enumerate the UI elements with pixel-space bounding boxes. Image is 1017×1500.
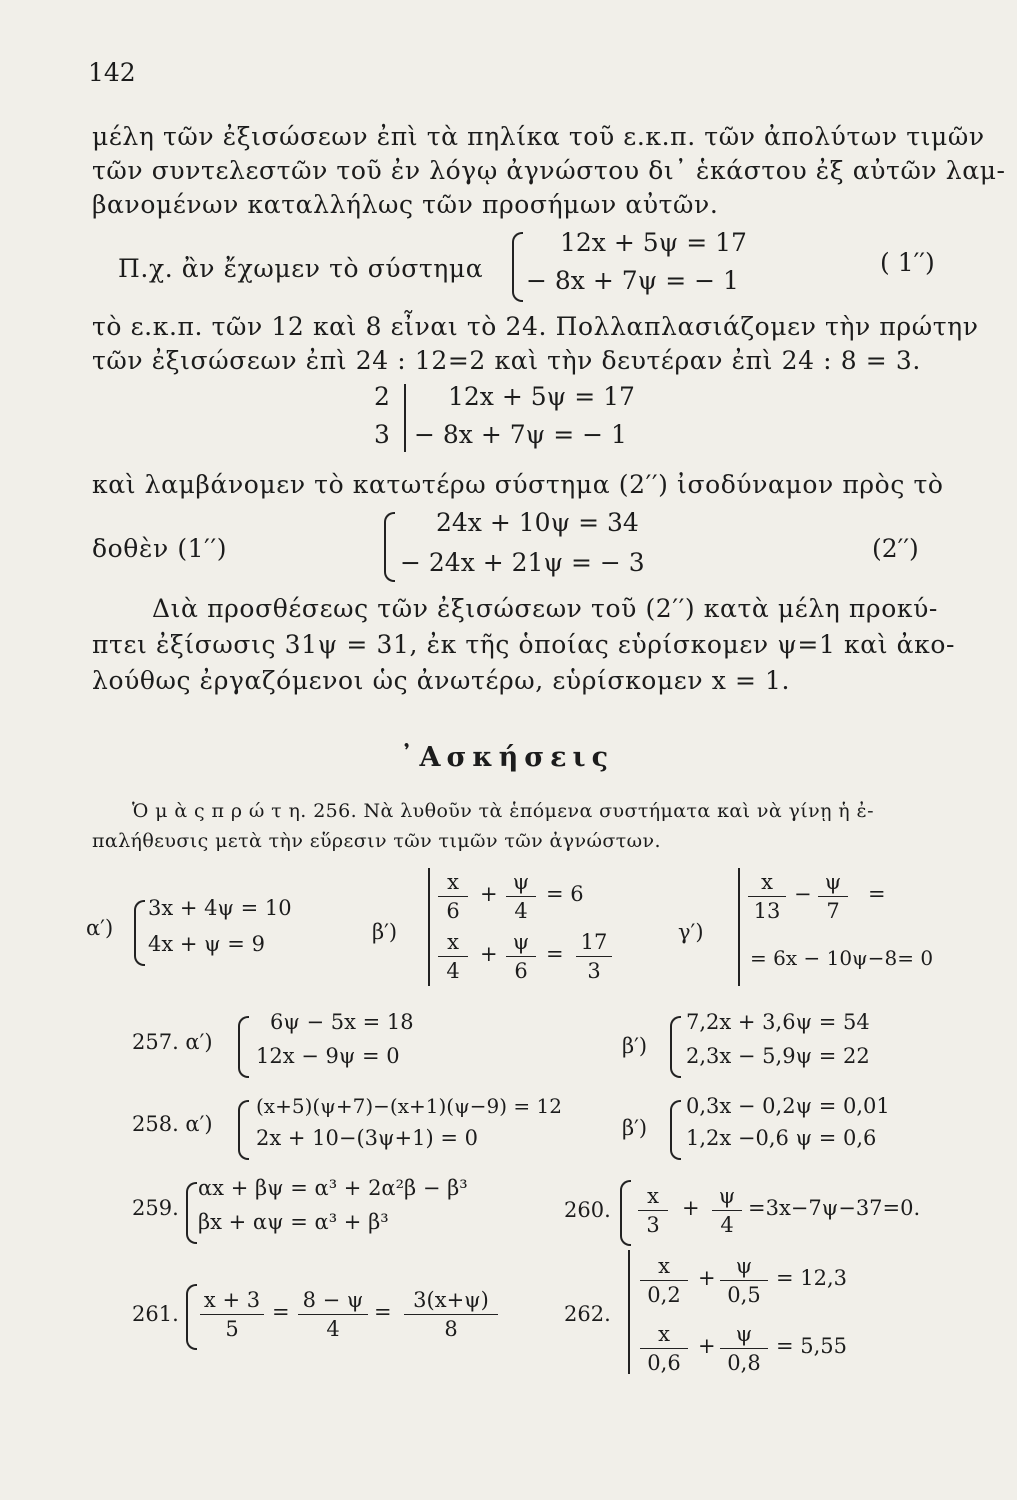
- fraction: [638, 1182, 668, 1239]
- brace: [670, 1016, 681, 1078]
- equation-rhs: = 12,3: [776, 1266, 848, 1290]
- denominator: 8: [444, 1317, 458, 1341]
- exercise-label: β′): [372, 920, 398, 944]
- exercise-intro: Ὁ μ ὰ ς π ρ ώ τ η. 256. Νὰ λυθοῦν τὰ ἑπόμενα συστήματα καὶ νὰ γίνῃ ἡ ἐ-: [132, 800, 874, 822]
- exercise-intro: παλήθευσις μετὰ τὴν εὕρεσιν τῶν τιμῶν τῶν ἀγνώστων.: [92, 830, 661, 852]
- denominator: 6: [446, 899, 460, 923]
- denominator: 0,6: [647, 1351, 681, 1375]
- numerator: x: [438, 868, 468, 897]
- numerator: x: [638, 1182, 668, 1211]
- fraction: [200, 1286, 264, 1343]
- denominator: 4: [514, 899, 528, 923]
- denominator: 4: [326, 1317, 340, 1341]
- numerator: x: [748, 868, 786, 897]
- exercise-label: 261.: [132, 1302, 179, 1326]
- brace: [512, 232, 523, 302]
- fraction: [506, 868, 536, 925]
- numerator: 8 − ψ: [298, 1286, 368, 1315]
- equation: 12x + 5ψ = 17: [448, 382, 635, 411]
- equation: − 24x + 21ψ = − 3: [400, 548, 645, 577]
- fraction: [712, 1182, 742, 1239]
- text-line: τῶν συντελεστῶν τοῦ ἐν λόγῳ ἀγνώστου δι᾽ ἑκάστου ἐξ αὐτῶν λαμ-: [92, 156, 1006, 185]
- denominator: 4: [720, 1213, 734, 1237]
- fraction: [640, 1320, 688, 1377]
- denominator: 13: [753, 899, 781, 923]
- divider: [628, 1250, 630, 1374]
- equation-label: (2′′): [872, 534, 919, 563]
- brace: [670, 1100, 681, 1160]
- exercise-label: β′): [622, 1116, 648, 1140]
- equation-rhs: = 5,55: [776, 1334, 848, 1358]
- equals: =: [546, 942, 564, 966]
- section-title: ᾽Ασκήσεις: [400, 742, 615, 773]
- numerator: ψ: [712, 1182, 742, 1211]
- fraction: [748, 868, 786, 925]
- equation: 12x + 5ψ = 17: [560, 228, 747, 257]
- denominator: 3: [587, 959, 601, 983]
- exercise-label: 257. α′): [132, 1030, 213, 1054]
- divider: [404, 384, 406, 452]
- equation: 6ψ − 5x = 18: [270, 1010, 414, 1034]
- denominator: 0,2: [647, 1283, 681, 1307]
- equation: − 8x + 7ψ = − 1: [526, 266, 739, 295]
- denominator: 4: [446, 959, 460, 983]
- exercise-label: 258. α′): [132, 1112, 213, 1136]
- operator: +: [698, 1266, 716, 1290]
- operator: −: [794, 882, 812, 906]
- fraction: [404, 1286, 498, 1343]
- fraction: [298, 1286, 368, 1343]
- exercise-label: 260.: [564, 1198, 611, 1222]
- fraction: [576, 928, 612, 985]
- text-line: τῶν ἐξισώσεων ἐπὶ 24 : 12=2 καὶ τὴν δευτέραν ἐπὶ 24 : 8 = 3.: [92, 346, 921, 375]
- equation: αx + βψ = α³ + 2α²β − β³: [198, 1176, 468, 1200]
- exercise-label: 262.: [564, 1302, 611, 1326]
- exercise-label: γ′): [678, 920, 704, 944]
- given-label: δοθὲν (1′′): [92, 534, 228, 563]
- denominator: 5: [225, 1317, 239, 1341]
- page-number: 142: [88, 58, 136, 87]
- equation: − 8x + 7ψ = − 1: [414, 420, 627, 449]
- text-line: βανομένων καταλλήλως τῶν προσήμων αὐτῶν.: [92, 190, 719, 219]
- fraction: [438, 928, 468, 985]
- exercise-label: β′): [622, 1034, 648, 1058]
- equation-rhs: =3x−7ψ−37=0.: [748, 1196, 921, 1220]
- text-line: Διὰ προσθέσεως τῶν ἐξισώσεων τοῦ (2′′) κατὰ μέλη προκύ-: [152, 594, 938, 623]
- operator: +: [480, 942, 498, 966]
- equation: 3x + 4ψ = 10: [148, 896, 292, 920]
- text-line: καὶ λαμβάνομεν τὸ κατωτέρω σύστημα (2′′) ἰσοδύναμον πρὸς τὸ: [92, 470, 944, 499]
- denominator: 6: [514, 959, 528, 983]
- denominator: 0,8: [727, 1351, 761, 1375]
- equation: 0,3x − 0,2ψ = 0,01: [686, 1094, 890, 1118]
- equation-label: ( 1′′): [880, 248, 935, 277]
- multiplier: 3: [374, 420, 390, 449]
- numerator: x: [640, 1320, 688, 1349]
- exercise-label: 259.: [132, 1196, 179, 1220]
- numerator: x: [640, 1252, 688, 1281]
- numerator: ψ: [720, 1252, 768, 1281]
- equation: 1,2x −0,6 ψ = 0,6: [686, 1126, 877, 1150]
- brace: [186, 1182, 197, 1244]
- numerator: ψ: [720, 1320, 768, 1349]
- numerator: 17: [576, 928, 612, 957]
- equation-rhs: =: [868, 882, 886, 906]
- numerator: ψ: [506, 868, 536, 897]
- equation: 24x + 10ψ = 34: [436, 508, 639, 537]
- operator: +: [480, 882, 498, 906]
- fraction: [438, 868, 468, 925]
- equals: =: [374, 1300, 392, 1324]
- operator: +: [698, 1334, 716, 1358]
- text-line: πτει ἐξίσωσις 31ψ = 31, ἐκ τῆς ὁποίας εὑρίσκομεν ψ=1 καὶ ἀκο-: [92, 630, 956, 659]
- divider: [428, 868, 430, 986]
- multiplier: 2: [374, 382, 390, 411]
- operator: +: [682, 1196, 700, 1220]
- numerator: ψ: [818, 868, 848, 897]
- text-line: τὸ ε.κ.π. τῶν 12 καὶ 8 εἶναι τὸ 24. Πολλαπλασιάζομεν τὴν πρώτην: [92, 312, 979, 341]
- numerator: 3(x+ψ): [404, 1286, 498, 1315]
- text-line: λούθως ἐργαζόμενοι ὡς ἀνωτέρω, εὑρίσκομεν x = 1.: [92, 666, 791, 695]
- fraction: [818, 868, 848, 925]
- brace: [238, 1100, 249, 1160]
- equation: 2,3x − 5,9ψ = 22: [686, 1044, 870, 1068]
- fraction: [720, 1252, 768, 1309]
- equation: 7,2x + 3,6ψ = 54: [686, 1010, 870, 1034]
- numerator: x + 3: [200, 1286, 264, 1315]
- equation: 4x + ψ = 9: [148, 932, 265, 956]
- denominator: 7: [826, 899, 840, 923]
- equation: = 6x − 10ψ−8= 0: [750, 946, 934, 970]
- equation: (x+5)(ψ+7)−(x+1)(ψ−9) = 12: [256, 1094, 562, 1118]
- equation: 2x + 10−(3ψ+1) = 0: [256, 1126, 478, 1150]
- equation: 12x − 9ψ = 0: [256, 1044, 400, 1068]
- divider: [738, 868, 740, 986]
- numerator: x: [438, 928, 468, 957]
- equals: =: [272, 1300, 290, 1324]
- exercise-label: α′): [86, 916, 114, 940]
- denominator: 0,5: [727, 1283, 761, 1307]
- brace: [620, 1180, 631, 1246]
- fraction: [720, 1320, 768, 1377]
- example-intro: Π.χ. ἂν ἔχωμεν τὸ σύστημα: [118, 254, 484, 283]
- denominator: 3: [646, 1213, 660, 1237]
- brace: [384, 512, 395, 582]
- brace: [186, 1284, 197, 1350]
- brace: [238, 1016, 249, 1078]
- text-line: μέλη τῶν ἐξισώσεων ἐπὶ τὰ πηλίκα τοῦ ε.κ.π. τῶν ἀπολύτων τιμῶν: [92, 122, 985, 151]
- fraction: [506, 928, 536, 985]
- numerator: ψ: [506, 928, 536, 957]
- equation-rhs: = 6: [546, 882, 584, 906]
- fraction: [640, 1252, 688, 1309]
- equation: βx + αψ = α³ + β³: [198, 1210, 389, 1234]
- brace: [134, 900, 145, 966]
